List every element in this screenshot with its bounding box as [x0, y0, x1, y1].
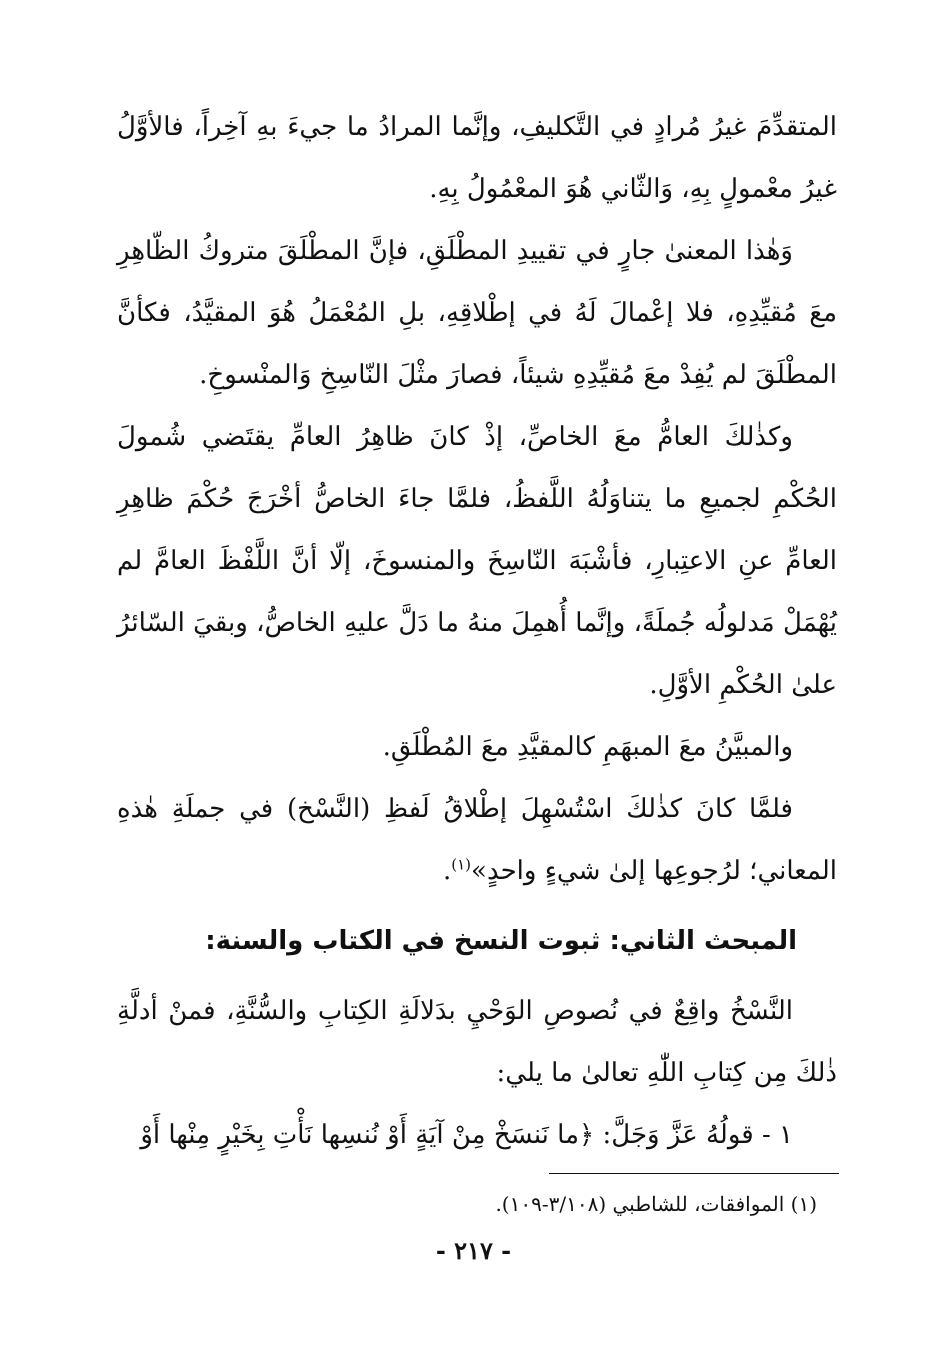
- paragraph-evidence-1: ١ - قولُهُ عَزَّ وَجَلَّ: ﴿ما نَنسَخْ مِنْ آيَةٍ أَوْ نُنسِها نَأْتِ بِخَيْرٍ مِنْها أَوْ: [140, 1120, 793, 1150]
- paragraph-conclusion-text: فلمَّا كانَ كذٰلكَ اسْتُسْهِلَ إطْلاقُ لَفظِ (النَّسْخ) في جملَةِ هٰذهِ المعاني؛ لرُجوعِها إلىٰ شيءٍ واحدٍ»: [117, 794, 837, 886]
- paragraph-general-specific: وكذٰلكَ العامُّ معَ الخاصِّ، إذْ كانَ ظاهِرُ العامِّ يقتَضي شُمولَ الحُكْمِ لجميعِ ما يتناوَلُهُ اللَّفظُ، فلمَّا جاءَ الخاصُّ أخْرَجَ حُكْمَ ظاهِرِ العامِّ عنِ الاعتِبارِ، فأشْبَهَ النّاسِخَ والمنسوخَ، إلّا أنَّ اللَّفْظَ العامَّ لم يُهْمَلْ مَدلولُه جُملَةً، وإنَّما أُهمِلَ منهُ ما دَلَّ عليهِ الخاصُّ، وبقيَ السّائرُ علىٰ الحُكْمِ الأوَّلِ.: [117, 422, 837, 700]
- period: .: [442, 856, 452, 886]
- page-number: - ٢١٧ -: [435, 1236, 512, 1265]
- paragraph-abrogation-occurs: النَّسْخُ واقِعٌ في نُصوصِ الوَحْيِ بدَلالَةِ الكِتابِ والسُّنَّةِ، فمنْ أدلَّةِ ذٰلكَ مِن كِتابِ اللّٰهِ تعالىٰ ما يلي:: [117, 996, 837, 1088]
- footnote-divider: [549, 1173, 839, 1174]
- paragraph-continuation: المتقدِّمَ غيرُ مُرادٍ في التَّكليفِ، وإنَّما المرادُ ما جيءَ بهِ آخِراً، فالأوَّلُ غيرُ معْمولٍ بِهِ، وَالثّاني هُوَ المعْمُولُ بِهِ.: [117, 112, 837, 204]
- footnote-reference: (١): [451, 855, 472, 874]
- paragraph-clarified: والمبيَّنُ معَ المبهَمِ كالمقيَّدِ معَ المُطْلَقِ.: [382, 732, 793, 762]
- paragraph-restriction: وَهٰذا المعنىٰ جارٍ في تقييدِ المطْلَقِ، فإنَّ المطْلَقَ متروكُ الظّاهِرِ معَ مُقيِّدِهِ، فلا إعْمالَ لَهُ في إطْلاقِهِ، بلِ المُعْمَلُ هُوَ المقيَّدُ، فكأنَّ المطْلَقَ لم يُفِدْ معَ مُقيِّدِهِ شيئاً، فصارَ مثْلَ النّاسِخِ وَالمنْسوخِ.: [117, 236, 837, 390]
- paragraph-conclusion: [117, 778, 837, 902]
- section-text: [117, 980, 837, 1166]
- section-heading: المبحث الثاني: ثبوت النسخ في الكتاب والسنة:: [205, 926, 797, 956]
- main-text: [117, 96, 837, 902]
- footnote: (١) الموافقات، للشاطبي (٣/١٠٨-١٠٩).: [495, 1192, 817, 1216]
